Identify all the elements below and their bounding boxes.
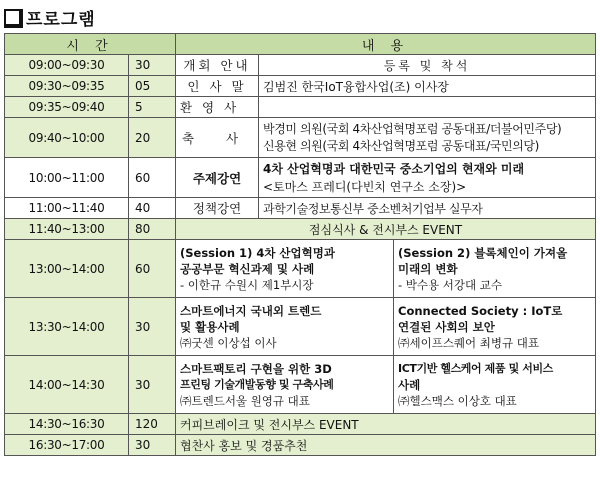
- row-time: 09:30~09:35: [5, 76, 129, 97]
- row-time: 13:00~14:00: [5, 240, 129, 298]
- row-label: 축 사: [176, 118, 259, 158]
- row-duration: 60: [129, 240, 176, 298]
- row-duration: 30: [129, 298, 176, 356]
- session-right: [394, 240, 596, 298]
- row-duration: 30: [129, 55, 176, 76]
- table-row: [5, 435, 596, 456]
- row-duration: 40: [129, 198, 176, 219]
- session-title: 프린팅 기술개발동향 및 구축사례: [180, 377, 334, 391]
- row-time: 14:30~16:30: [5, 414, 129, 435]
- row-duration: 120: [129, 414, 176, 435]
- table-row: [5, 198, 596, 219]
- row-duration: 5: [129, 97, 176, 118]
- row-label: 인 사 말: [176, 76, 259, 97]
- table-row: [5, 219, 596, 240]
- row-time: 14:00~14:30: [5, 356, 129, 414]
- row-time: 09:40~10:00: [5, 118, 129, 158]
- session-right: [394, 298, 596, 356]
- session-speaker: ㈜굿센 이상섭 이사: [180, 335, 277, 350]
- table-row: [5, 356, 596, 414]
- session-title: (Session 1) 4차 산업혁명과: [180, 245, 335, 260]
- header-time: 시 간: [5, 34, 176, 55]
- session-speaker: ㈜트렌드서울 원영규 대표: [180, 393, 310, 408]
- row-time: 13:30~14:00: [5, 298, 129, 356]
- content-line: 박경미 의원(국회 4차산업혁명포럼 공동대표/더불어민주당): [263, 121, 562, 136]
- row-time: 16:30~17:00: [5, 435, 129, 456]
- row-content: 과학기술정보통신부 중소벤처기업부 실무자: [259, 198, 596, 219]
- row-duration: 05: [129, 76, 176, 97]
- table-row: [5, 118, 596, 158]
- checkbox-square-icon: [4, 9, 21, 26]
- row-content: 김범진 한국IoT융합사업(조) 이사장: [259, 76, 596, 97]
- row-time: 09:00~09:30: [5, 55, 129, 76]
- table-header-row: [5, 34, 596, 55]
- session-title: ICT기반 헬스케어 제품 및 서비스: [398, 361, 553, 375]
- row-duration: 60: [129, 158, 176, 198]
- table-row: [5, 158, 596, 198]
- session-title: 스마트에너지 국내외 트렌드: [180, 303, 322, 318]
- session-right: [394, 356, 596, 414]
- row-duration: 30: [129, 435, 176, 456]
- row-time: 11:40~13:00: [5, 219, 129, 240]
- session-left: [176, 298, 394, 356]
- row-time: 11:00~11:40: [5, 198, 129, 219]
- row-content: [259, 97, 596, 118]
- session-left: [176, 240, 394, 298]
- row-content: [259, 158, 596, 198]
- session-speaker: - 이한규 수원시 제1부시장: [180, 277, 314, 292]
- session-title: Connected Society : IoT로: [398, 303, 563, 318]
- session-speaker: ㈜세이프스퀘어 최병규 대표: [398, 335, 540, 350]
- table-row: [5, 76, 596, 97]
- row-label: 환 영 사: [176, 97, 259, 118]
- section-heading: [4, 4, 96, 30]
- row-content: 점심식사 & 전시부스 EVENT: [176, 219, 596, 240]
- content-line: 4차 산업혁명과 대한민국 중소기업의 현재와 미래: [263, 161, 525, 176]
- row-content: 등록 및 착석: [259, 55, 596, 76]
- table-row: [5, 97, 596, 118]
- row-duration: 80: [129, 219, 176, 240]
- row-label: 개회 안내: [176, 55, 259, 76]
- table-row: [5, 298, 596, 356]
- row-duration: 30: [129, 356, 176, 414]
- content-line: 신용현 의원(국회 4차산업혁명포럼 공동대표/국민의당): [263, 138, 539, 153]
- table-row: [5, 240, 596, 298]
- session-speaker: - 박수용 서강대 교수: [398, 277, 502, 292]
- session-title: 미래의 변화: [398, 261, 458, 276]
- content-line: <토마스 프레디(다빈치 연구소 소장)>: [263, 179, 467, 194]
- row-time: 09:35~09:40: [5, 97, 129, 118]
- row-content: [259, 118, 596, 158]
- session-speaker: ㈜헬스맥스 이상호 대표: [398, 393, 517, 408]
- row-content: 협찬사 홍보 및 경품추천: [176, 435, 596, 456]
- program-table: [4, 33, 596, 456]
- session-title: 사례: [398, 377, 421, 392]
- session-title: 연결된 사회의 보안: [398, 319, 495, 334]
- session-title: 및 활용사례: [180, 319, 240, 334]
- row-duration: 20: [129, 118, 176, 158]
- row-content: 커피브레이크 및 전시부스 EVENT: [176, 414, 596, 435]
- session-title: 스마트팩토리 구현을 위한 3D: [180, 361, 332, 376]
- section-title: 프로그램: [26, 9, 96, 30]
- header-content: 내 용: [176, 34, 596, 55]
- session-title: (Session 2) 블록체인이 가져올: [398, 245, 568, 260]
- table-row: [5, 55, 596, 76]
- session-title: 공공부문 혁신과제 및 사례: [180, 261, 315, 276]
- row-time: 10:00~11:00: [5, 158, 129, 198]
- session-left: [176, 356, 394, 414]
- row-label: 주제강연: [176, 158, 259, 198]
- table-row: [5, 414, 596, 435]
- row-label: 정책강연: [176, 198, 259, 219]
